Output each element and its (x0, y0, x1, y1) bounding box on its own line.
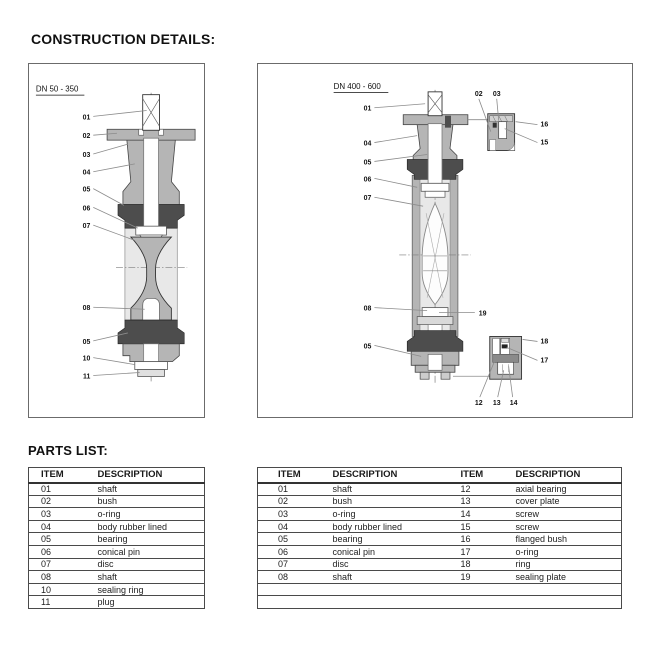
callout-label: 06 (363, 176, 372, 184)
item-cell: 04 (29, 520, 86, 533)
table-row (29, 495, 205, 508)
callout-label: 13 (492, 400, 501, 408)
item-cell: 02 (258, 495, 313, 508)
description-cell: shaft (86, 571, 205, 584)
upper-shaft (428, 124, 442, 184)
item-cell: 06 (258, 545, 313, 558)
lower-bearing-seal (118, 320, 184, 344)
item-cell: 16 (441, 533, 496, 546)
item-cell: 12 (441, 483, 496, 496)
table-row (258, 596, 622, 609)
callout-label: 08 (82, 305, 91, 313)
item-cell: 08 (29, 571, 86, 584)
column-header: ITEM (441, 468, 496, 483)
callout-label: 02 (474, 90, 483, 98)
table-row (29, 533, 205, 546)
ring-18 (502, 338, 509, 342)
description-cell: screw (496, 508, 622, 521)
item-cell: 15 (441, 520, 496, 533)
description-cell: o-ring (313, 508, 441, 521)
item-cell (258, 596, 313, 609)
description-cell (496, 596, 622, 609)
column-header: DESCRIPTION (86, 468, 205, 483)
description-cell: sealing ring (86, 583, 205, 596)
item-cell: 11 (29, 596, 86, 609)
column-header: DESCRIPTION (496, 468, 622, 483)
callout-label: 11 (82, 373, 91, 381)
table-row (29, 571, 205, 584)
body-wall-left (412, 175, 420, 336)
valve-drawing-dn400-600 (258, 64, 632, 417)
description-cell: shaft (86, 483, 205, 496)
callout-label: 18 (540, 338, 549, 346)
top-flange (403, 115, 468, 125)
description-cell: disc (86, 558, 205, 571)
conical-pin-band (136, 226, 167, 235)
item-cell: 18 (441, 558, 496, 571)
description-cell: o-ring (86, 508, 205, 521)
description-cell: disc (313, 558, 441, 571)
item-cell: 03 (29, 508, 86, 521)
callout-label: 05 (82, 338, 91, 346)
description-cell: conical pin (313, 545, 441, 558)
description-cell: shaft (313, 571, 441, 584)
lower-shaft (143, 298, 160, 320)
description-cell: axial bearing (496, 483, 622, 496)
description-cell: body rubber lined (313, 520, 441, 533)
callout-label: 14 (509, 400, 518, 408)
column-header: DESCRIPTION (313, 468, 441, 483)
bottom-bearing-detail-inset (453, 336, 522, 379)
callout-label: 07 (82, 223, 91, 231)
plate-retainer (417, 317, 453, 325)
callout-label: 04 (82, 169, 91, 177)
description-cell (313, 583, 441, 596)
inset-left-relief (490, 140, 496, 151)
item-cell: 07 (258, 558, 313, 571)
description-cell: ring (496, 558, 622, 571)
callout-label: 10 (82, 355, 91, 363)
parts-table-dn400-600 (257, 467, 622, 609)
table-row (29, 545, 205, 558)
item-cell: 08 (258, 571, 313, 584)
item-cell (441, 583, 496, 596)
top-bearing-detail-inset (468, 114, 515, 151)
description-cell: screw (496, 520, 622, 533)
diagram-dn400-600 (257, 63, 633, 418)
callout-label: 05 (363, 159, 372, 167)
description-cell: cover plate (496, 495, 622, 508)
item-cell: 05 (29, 533, 86, 546)
callout-label: 02 (82, 133, 91, 141)
item-cell: 10 (29, 583, 86, 596)
lower-bearing-seal (407, 330, 463, 351)
description-cell: flanged bush (496, 533, 622, 546)
callout-label: 08 (363, 305, 372, 313)
description-cell (313, 596, 441, 609)
parts-table-dn50-350 (28, 467, 205, 609)
table-row (258, 533, 622, 546)
table-row (258, 583, 622, 596)
callout-label: 01 (82, 114, 91, 122)
cover-plate-13 (498, 362, 514, 374)
item-cell: 14 (441, 508, 496, 521)
table-row (29, 596, 205, 609)
callout-label: 01 (363, 105, 372, 113)
description-cell: shaft (313, 483, 441, 496)
description-cell: o-ring (496, 545, 622, 558)
diagram-dn50-350 (28, 63, 205, 418)
description-cell: plug (86, 596, 205, 609)
callout-label: 19 (478, 310, 487, 318)
dn-range-label: DN 400 - 600 (333, 81, 381, 91)
item-cell (441, 596, 496, 609)
table-row (258, 495, 622, 508)
lower-shaft-end (144, 344, 159, 362)
callout-label: 07 (363, 195, 372, 203)
column-header: ITEM (29, 468, 86, 483)
item-cell: 13 (441, 495, 496, 508)
bolt-right (441, 372, 450, 379)
description-cell: bearing (86, 533, 205, 546)
item-cell (258, 583, 313, 596)
item-cell: 01 (258, 483, 313, 496)
callout-label: 04 (363, 140, 372, 148)
construction-details-title: CONSTRUCTION DETAILS: (31, 31, 216, 47)
callout-label: 15 (540, 139, 549, 147)
table-row (258, 545, 622, 558)
callout-label: 16 (540, 121, 549, 129)
table-header-row (258, 468, 622, 483)
callout-label: 06 (82, 205, 91, 213)
column-header: ITEM (258, 468, 313, 483)
table-row (258, 483, 622, 496)
table-row (29, 558, 205, 571)
item-cell: 07 (29, 558, 86, 571)
description-cell (496, 583, 622, 596)
table-row (258, 571, 622, 584)
callout-label: 12 (474, 400, 483, 408)
valve-cross-section (399, 90, 471, 384)
description-cell: conical pin (86, 545, 205, 558)
description-cell: bush (313, 495, 441, 508)
item-cell: 02 (29, 495, 86, 508)
plug (138, 370, 165, 377)
screw-15 (499, 122, 507, 139)
sealing-ring (135, 362, 168, 370)
callout-label: 17 (540, 357, 549, 365)
upper-shaft (144, 138, 159, 227)
axial-bearing-12 (493, 354, 519, 362)
valve-cross-section (107, 93, 195, 382)
description-cell: body rubber lined (86, 520, 205, 533)
table-row (29, 483, 205, 496)
bolt-left (420, 372, 429, 379)
item-cell: 01 (29, 483, 86, 496)
conical-pin-band (421, 183, 449, 191)
description-cell: bush (86, 495, 205, 508)
callout-label: 05 (82, 186, 91, 194)
dn-range-label: DN 50 - 350 (35, 84, 79, 94)
callout-label: 05 (363, 343, 372, 351)
bush-o-ring-mark (445, 116, 451, 128)
item-cell: 06 (29, 545, 86, 558)
shaft-end-slot (428, 354, 442, 370)
callout-label: 03 (492, 90, 501, 98)
callout-label: 03 (82, 151, 91, 159)
table-row (258, 520, 622, 533)
table-row (29, 583, 205, 596)
item-cell: 04 (258, 520, 313, 533)
sealing-plate (422, 308, 448, 317)
valve-drawing-dn50-350 (29, 64, 204, 417)
table-header-row (29, 468, 205, 483)
table-row (258, 558, 622, 571)
inset-left-relief (493, 338, 500, 356)
pin-retainer (425, 191, 445, 197)
table-row (29, 520, 205, 533)
description-cell: sealing plate (496, 571, 622, 584)
o-ring-mark (493, 123, 497, 128)
item-cell: 19 (441, 571, 496, 584)
item-cell: 03 (258, 508, 313, 521)
table-row (29, 508, 205, 521)
parts-list-title: PARTS LIST: (28, 443, 108, 458)
item-cell: 05 (258, 533, 313, 546)
description-cell: bearing (313, 533, 441, 546)
table-row (258, 508, 622, 521)
item-cell: 17 (441, 545, 496, 558)
